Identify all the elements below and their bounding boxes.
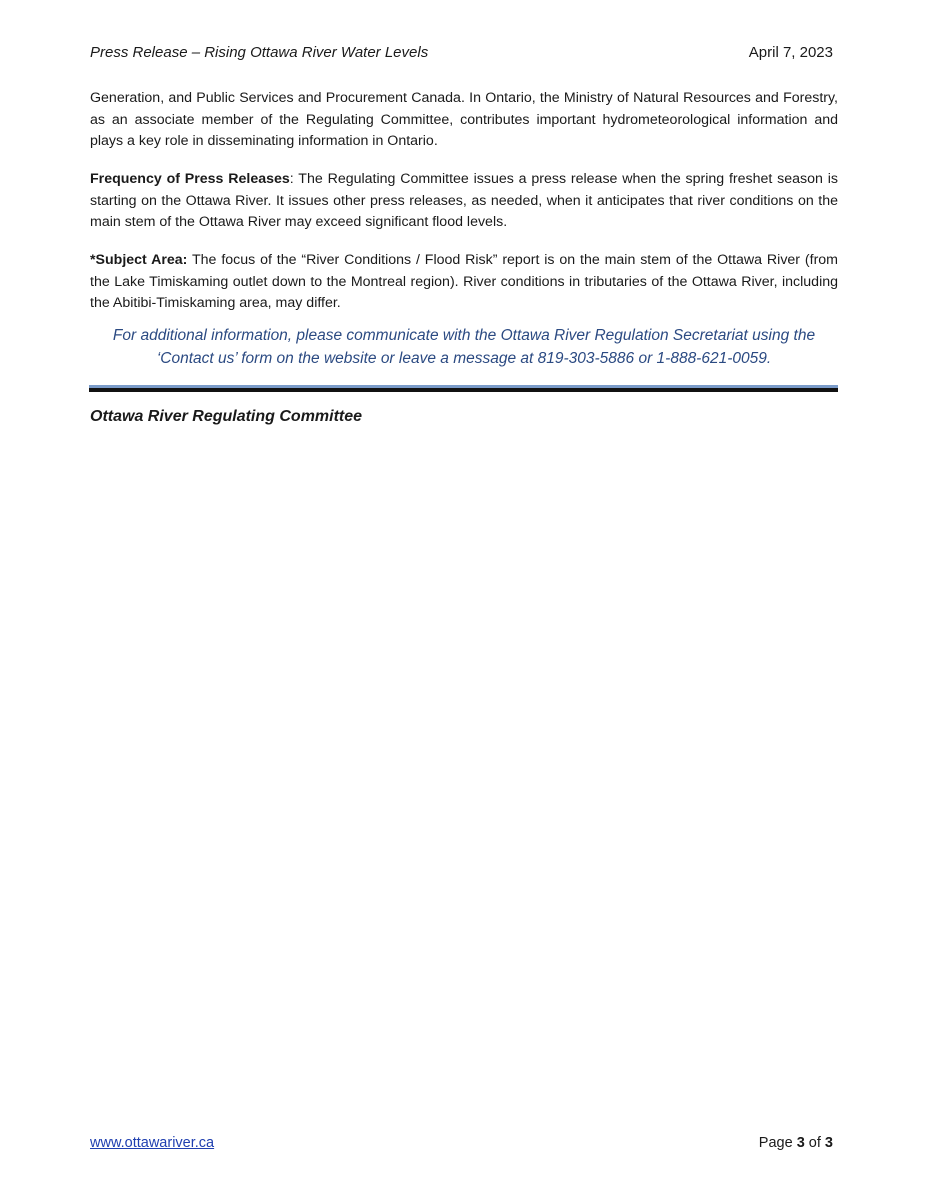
page-current: 3	[796, 1135, 805, 1151]
divider-black	[89, 388, 838, 392]
page-of: of	[804, 1135, 825, 1151]
contact-info	[90, 325, 838, 370]
page-total: 3	[824, 1135, 833, 1151]
page-header	[90, 44, 833, 64]
contact-line-2: ‘Contact us’ form on the website or leave a message at 819-303-5886 or 1-888-621-0059.	[156, 349, 772, 367]
frequency-heading: Frequency of Press Releases	[90, 171, 290, 187]
header-date: April 7, 2023	[748, 44, 833, 61]
committee-signature: Ottawa River Regulating Committee	[90, 408, 363, 425]
website-link[interactable]: www.ottawariver.ca	[90, 1135, 215, 1151]
frequency-text: : The Regulating Committee issues a press release when the spring freshet season is starting on the Ottawa River. It issues other press releases, as needed, when it anticipates that river conditions on the main stem of the Ottawa River may exceed significant flood levels.	[90, 171, 838, 230]
paragraph-subject-area	[90, 250, 838, 315]
subject-area-heading: *Subject Area:	[90, 252, 188, 268]
paragraph-agencies: Generation, and Public Services and Procurement Canada. In Ontario, the Ministry of Natural Resources and Forestry, as an associate member of the Regulating Committee, contributes important hydrometeorological information and plays a key role in disseminating information in Ontario.	[90, 90, 838, 149]
page-prefix: Page	[758, 1135, 797, 1151]
subject-area-text: The focus of the “River Conditions / Flood Risk” report is on the main stem of the Ottawa River (from the Lake Timiskaming outlet down to the Montreal region). River conditions in tributaries of the Ottawa River, including the Abitibi-Timiskaming area, may differ.	[90, 252, 839, 311]
page-number	[759, 1135, 833, 1151]
contact-line-1: For additional information, please communicate with the Ottawa River Regulation Secretariat using the	[112, 327, 816, 344]
paragraph-frequency	[90, 169, 838, 234]
header-title: Press Release – Rising Ottawa River Water Levels	[90, 44, 429, 61]
